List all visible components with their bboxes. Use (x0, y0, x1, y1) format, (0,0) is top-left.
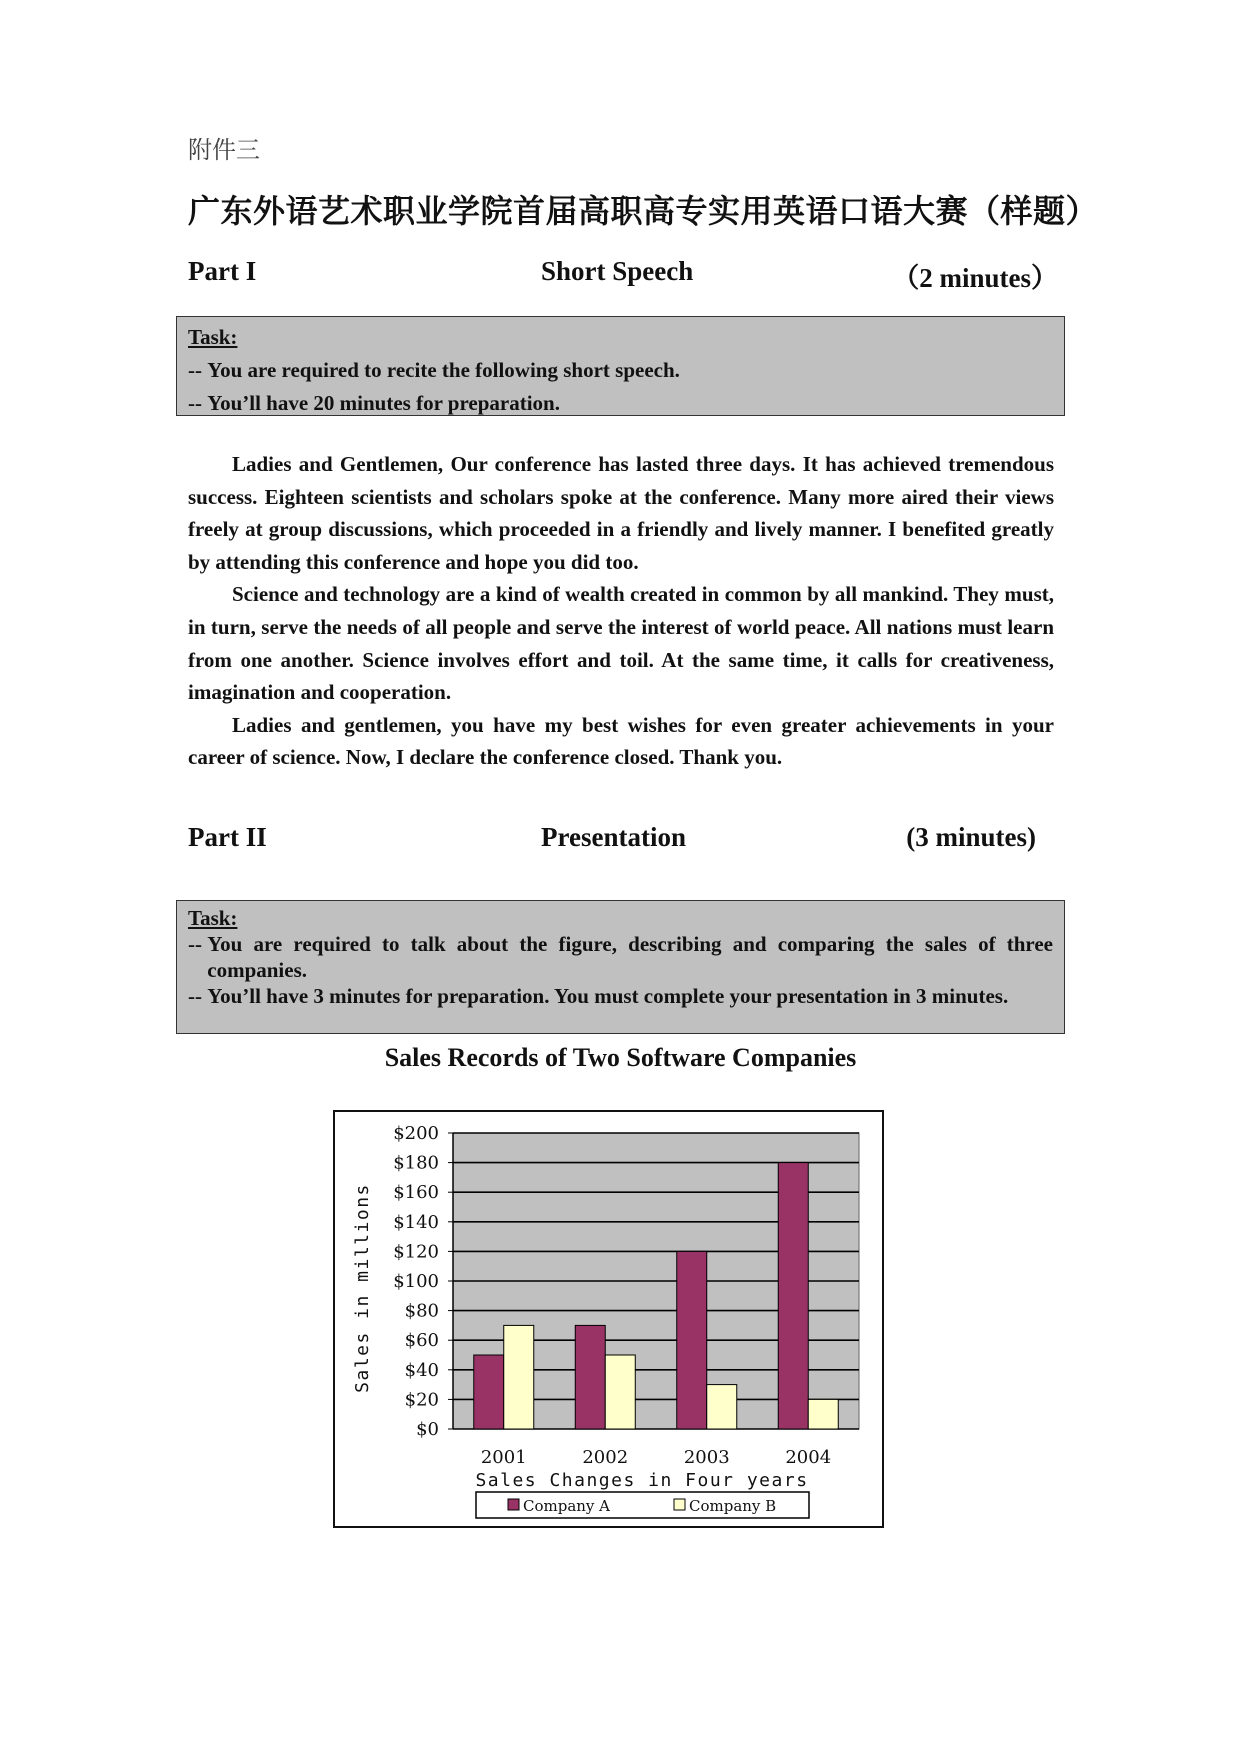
part1-duration: （2 minutes） (892, 263, 1058, 293)
sales-bar-chart (335, 1112, 882, 1526)
y-tick-label: $140 (393, 1211, 439, 1233)
part2-title: Presentation (541, 822, 686, 852)
speech-paragraph: Ladies and Gentlemen, Our conference has lasted three days. It has achieved tremendous success. Eighteen scientists and scholars spoke at the conference. Many more aired their views freely at group discussions, which proceeded in a friendly and lively manner. I benefited greatly by attending this conference and hope you did too. (188, 452, 1054, 574)
legend-swatch (674, 1499, 685, 1510)
x-tick-label: 2004 (785, 1447, 832, 1468)
y-axis-title: Sales in millions (352, 1183, 373, 1393)
y-tick-label: $200 (393, 1123, 439, 1144)
part2-task-item: -- You are required to talk about the figure, describing and comparing the sales of three companies. (188, 932, 1053, 982)
part2-header (188, 822, 1036, 862)
bar-company-b (605, 1355, 635, 1429)
part1-title: Short Speech (541, 256, 694, 286)
part1-label: Part I (188, 256, 257, 286)
legend-label: Company A (523, 1497, 611, 1515)
y-tick-label: $20 (404, 1389, 439, 1411)
bar-company-a (474, 1355, 504, 1429)
part2-task-heading: Task: (188, 906, 238, 930)
part1-task-heading: Task: (188, 325, 238, 349)
part2-task-item: -- You’ll have 3 minutes for preparation. You must complete your presentation in 3 minutes. (188, 984, 1009, 1008)
bar-company-b (707, 1385, 737, 1429)
x-tick-label: 2001 (480, 1447, 527, 1468)
bar-company-a (778, 1163, 808, 1429)
chart-frame (333, 1110, 884, 1528)
part2-label: Part II (188, 822, 267, 852)
y-tick-label: $180 (393, 1152, 439, 1174)
x-tick-label: 2003 (683, 1447, 730, 1468)
part1-task-item: -- You are required to recite the following short speech. (188, 358, 680, 382)
legend-label: Company B (689, 1497, 777, 1515)
speech-text (188, 448, 1054, 774)
y-tick-label: $40 (404, 1359, 439, 1381)
attachment-label: 附件三 (188, 138, 260, 164)
y-tick-label: $160 (393, 1182, 439, 1204)
part2-task-box (176, 900, 1065, 1034)
bar-company-b (808, 1399, 838, 1429)
y-tick-label: $60 (404, 1330, 439, 1352)
legend-swatch (508, 1499, 519, 1510)
speech-paragraph: Science and technology are a kind of wealth created in common by all mankind. They must, in turn, serve the needs of all people and serve the interest of world peace. All nations must learn from one another. Science involves effort and toil. At the same time, it calls for creativeness, imagination and cooperation. (188, 582, 1054, 705)
y-tick-label: $80 (404, 1300, 439, 1322)
y-tick-label: $100 (393, 1271, 439, 1292)
speech-paragraph: Ladies and gentlemen, you have my best wishes for even greater achievements in your career of science. Now, I declare the conference closed. Thank you. (188, 712, 1054, 770)
bar-company-a (575, 1325, 605, 1429)
bar-company-b (504, 1325, 534, 1429)
x-axis-title: Sales Changes in Four years (475, 1470, 809, 1491)
figure-title: Sales Records of Two Software Companies (384, 1043, 857, 1072)
document-title: 广东外语艺术职业学院首届高职高专实用英语口语大赛（样题） (188, 193, 1099, 229)
part2-duration: (3 minutes) (906, 822, 1036, 852)
part1-task-box (176, 316, 1065, 416)
x-tick-label: 2002 (582, 1447, 629, 1468)
part1-header (188, 256, 1058, 296)
bar-company-a (677, 1251, 707, 1429)
part1-task-item: -- You’ll have 20 minutes for preparation. (188, 391, 560, 415)
y-tick-label: $0 (416, 1419, 439, 1440)
y-tick-label: $120 (393, 1241, 439, 1263)
